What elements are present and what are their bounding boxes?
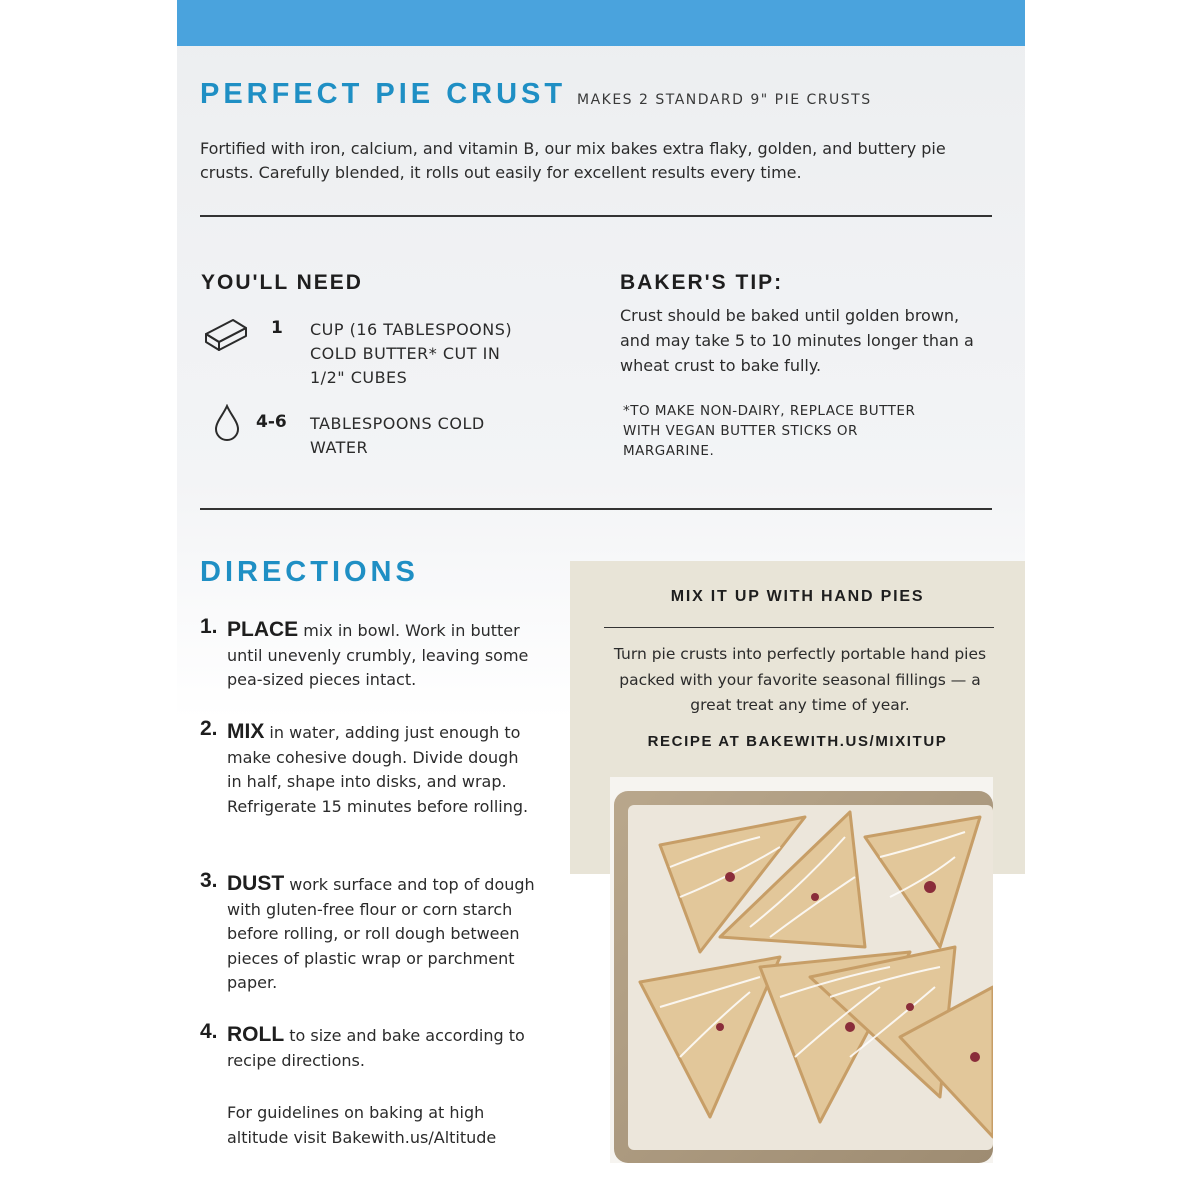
step-verb: MIX (227, 720, 265, 743)
step-verb: DUST (227, 872, 285, 895)
tip-text: Crust should be baked until golden brown, and may take 5 to 10 minutes longer than a wheat crust to bake fully. (620, 306, 974, 375)
page-title: PERFECT PIE CRUST (200, 78, 567, 110)
butter-line-3: 1/2" CUBES (310, 368, 408, 387)
step-number: 4. (200, 1020, 218, 1043)
water-drop-icon (213, 404, 241, 442)
step-verb: PLACE (227, 618, 299, 641)
hand-pies-photo (610, 777, 993, 1163)
promo-title: MIX IT UP WITH HAND PIES (670, 588, 925, 605)
top-color-band (177, 0, 1025, 46)
promo-text: Turn pie crusts into perfectly portable hand pies packed with your favorite seasonal fillings — a great treat any time of year. (613, 645, 987, 714)
non-dairy-note: *TO MAKE NON-DAIRY, REPLACE BUTTER WITH VEGAN BUTTER STICKS OR MARGARINE. (623, 403, 916, 459)
yield-subtitle: MAKES 2 STANDARD 9" PIE CRUSTS (577, 92, 872, 108)
needs-heading: YOU'LL NEED (201, 271, 363, 294)
divider-middle (200, 508, 992, 510)
step-number: 1. (200, 615, 218, 638)
directions-heading: DIRECTIONS (200, 556, 419, 588)
butter-stick-icon (203, 316, 249, 352)
water-description (310, 412, 485, 460)
step-text: to size and bake according to recipe directions. (227, 1026, 525, 1070)
step-verb: ROLL (227, 1023, 285, 1046)
butter-line-2: COLD BUTTER* CUT IN (310, 344, 501, 363)
tip-heading: BAKER'S TIP: (620, 271, 784, 294)
butter-line-1: CUP (16 TABLESPOONS) (310, 320, 513, 339)
water-line-2: WATER (310, 438, 369, 457)
water-line-1: TABLESPOONS COLD (310, 414, 485, 433)
divider-top (200, 215, 992, 217)
intro-paragraph: Fortified with iron, calcium, and vitamin B, our mix bakes extra flaky, golden, and buttery pie crusts. Carefully blended, it rolls out easily for excellent results every time. (200, 139, 946, 182)
step-text: in water, adding just enough to make cohesive dough. Divide dough in half, shape into disks, and wrap. Refrigerate 15 minutes before rolling. (227, 723, 529, 816)
step-text: mix in bowl. Work in butter until unevenly crumbly, leaving some pea-sized pieces intact. (227, 621, 529, 689)
altitude-note: For guidelines on baking at high altitude visit Bakewith.us/Altitude (227, 1103, 497, 1147)
step-number: 3. (200, 869, 218, 892)
promo-recipe-link[interactable]: RECIPE AT BAKEWITH.US/MIXITUP (647, 733, 948, 750)
promo-divider (604, 627, 994, 628)
butter-description (310, 318, 512, 390)
step-number: 2. (200, 717, 218, 740)
water-quantity: 4-6 (256, 412, 287, 432)
butter-quantity: 1 (271, 318, 283, 338)
step-text: work surface and top of dough with gluten-free flour or corn starch before rolling, or roll dough between pieces of plastic wrap or parchment paper. (227, 875, 535, 992)
